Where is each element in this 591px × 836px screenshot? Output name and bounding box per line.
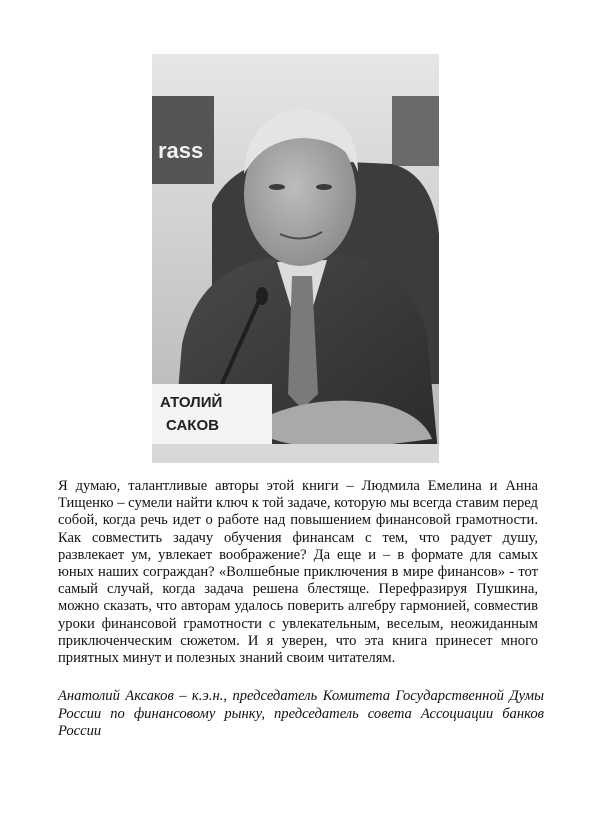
- nameplate-line2: САКОВ: [166, 417, 219, 434]
- backdrop-logo-text: rass: [158, 138, 204, 163]
- nameplate-line1: АТОЛИЙ: [160, 394, 223, 411]
- nameplate: [152, 384, 272, 444]
- author-signature: Анатолий Аксаков – к.э.н., председатель Комитета Государственной Думы России по финансовому рынку, председатель совета Ассоциации банков России: [58, 688, 544, 740]
- portrait-illustration: [152, 54, 439, 463]
- author-portrait-photo: [152, 54, 439, 463]
- foreword-body-text: Я думаю, талантливые авторы этой книги – Людмила Емелина и Анна Тищенко – сумели найти ключ к той задаче, которую мы всегда ставим перед собой, когда речь идет о работе над повышением финансовой грамотности. Как совместить задачу обучения финансам с тем, что радует душу, развлекает ум, увлекает воображение? Да еще и – в формате для самых юных наших сограждан? «Волшебные приключения в мире финансов» - тот самый случай, когда задача решена блестяще. Перефразируя Пушкина, можно сказать, что авторам удалось поверить алгебру гармонией, совместив уроки финансовой грамотности с увлекательным, веселым, неожиданным приключенческим сюжетом. И я уверен, что эта книга принесет много приятных минут и полезных знаний своим читателям.: [58, 478, 538, 667]
